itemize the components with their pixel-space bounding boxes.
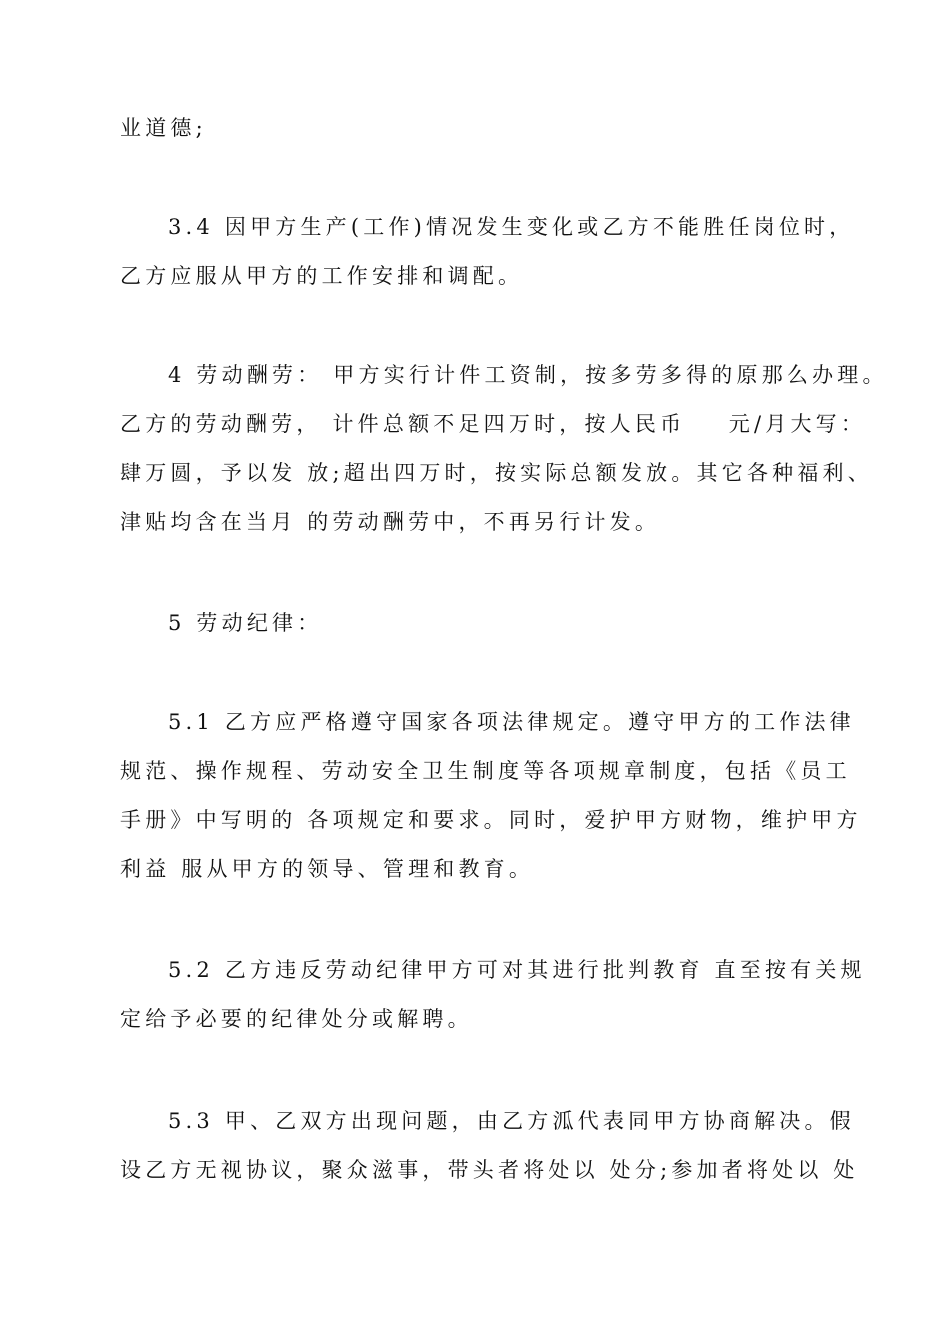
text-line: 3.4 因甲方生产(工作)情况发生变化或乙方不能胜任岗位时， (168, 215, 855, 239)
paragraph-4-remuneration (120, 351, 888, 547)
text-line: 乙方应服从甲方的工作安排和调配。 (120, 264, 524, 288)
text-line: 利益 服从甲方的领导、管理和教育。 (120, 857, 535, 881)
paragraph-5-3 (120, 1097, 859, 1195)
paragraph-3-4 (120, 203, 855, 301)
text-line: 津贴均含在当月 的劳动酬劳中，不再另行计发。 (120, 510, 661, 534)
paragraph-ethics-end (120, 104, 840, 153)
text-line: 肆万圆，予以发 放;超出四万时，按实际总额发放。其它各种福利、 (120, 461, 873, 485)
text-line: 5.1 乙方应严格遵守国家各项法律规定。遵守甲方的工作法律 (168, 710, 855, 734)
text-line: 规范、操作规程、劳动安全卫生制度等各项规章制度，包括《员工 (120, 759, 851, 783)
text-line: 手册》中写明的 各项规定和要求。同时，爱护甲方财物，维护甲方 (120, 808, 862, 832)
text-line: 设乙方无视协议，聚众滋事，带头者将处以 处分;参加者将处以 处 (120, 1158, 859, 1182)
text-line: 业道德; (120, 116, 207, 140)
text-line: 5.3 甲、乙双方出现问题，由乙方泒代表同甲方协商解决。假 (168, 1109, 855, 1133)
text-line: 定给予必要的纪律处分或解聘。 (120, 1007, 473, 1031)
paragraph-5-1 (120, 698, 862, 894)
paragraph-5-2 (120, 946, 866, 1044)
text-line: 5.2 乙方违反劳动纪律甲方可对其进行批判教育 直至按有关规 (168, 958, 866, 982)
text-line: 4 劳动酬劳： 甲方实行计件工资制，按多劳多得的原那么办理。 (168, 363, 888, 387)
section-heading: 5 劳动纪律： (168, 611, 323, 635)
paragraph-5-heading (120, 599, 840, 648)
text-line: 乙方的劳动酬劳， 计件总额不足四万时，按人民币 元/月大写： (120, 412, 867, 436)
